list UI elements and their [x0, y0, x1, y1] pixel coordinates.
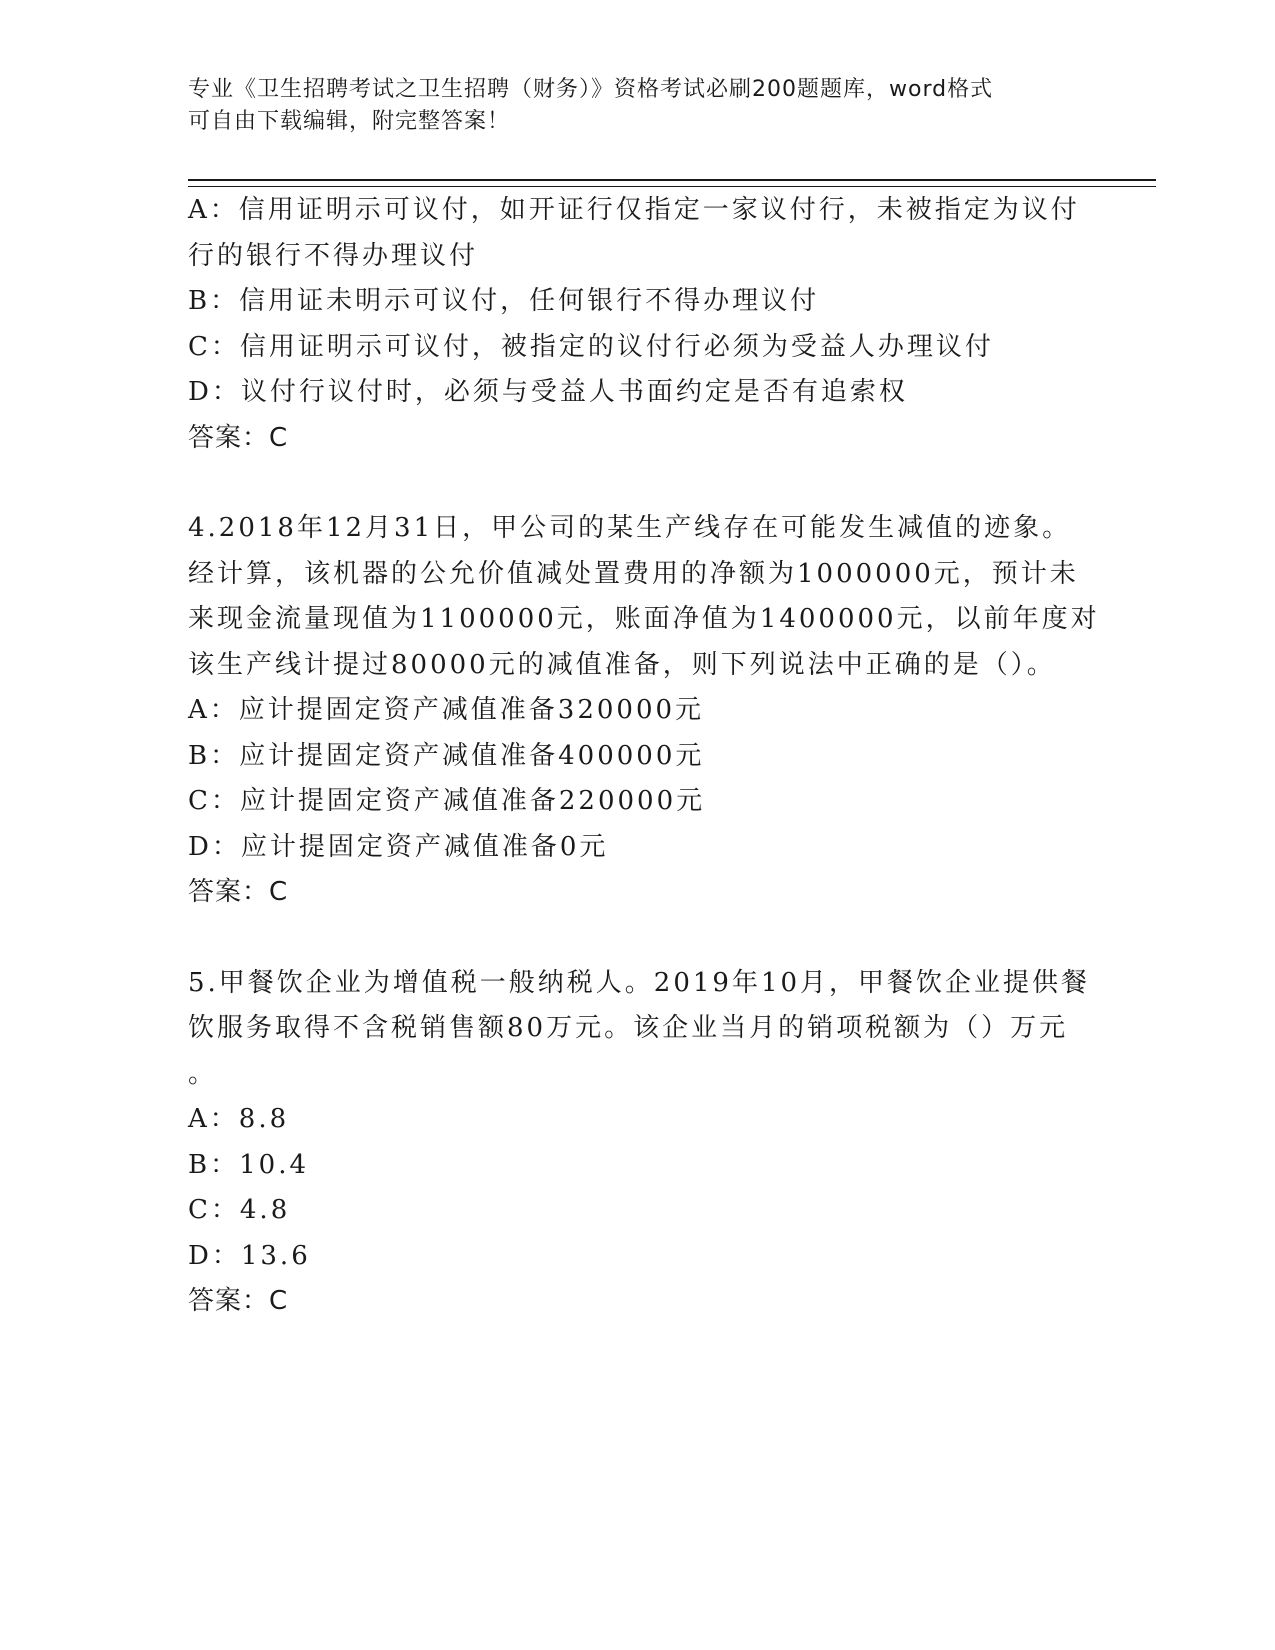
- question-stem-line: 来现金流量现值为1100000元，账面净值为1400000元，以前年度对: [188, 604, 1100, 634]
- question-5: [188, 961, 1091, 1325]
- spacer: [188, 461, 1088, 506]
- header-line: 可自由下载编辑，附完整答案！: [188, 109, 511, 134]
- question-stem-line: 饮服务取得不含税销售额80万元。该企业当月的销项税额为（）万元: [188, 1013, 1069, 1043]
- document-body: [188, 188, 1100, 1325]
- option-c: C：信用证明示可议付，被指定的议付行必须为受益人办理议付: [188, 331, 994, 362]
- header-line: 专业《卫生招聘考试之卫生招聘（财务）》资格考试必刷200题题库，word格式: [188, 77, 994, 102]
- option-a: A：应计提固定资产减值准备320000元: [188, 695, 705, 725]
- question-stem-line: 。: [188, 1058, 218, 1089]
- option-b: B：信用证未明示可议付，任何银行不得办理议付: [188, 286, 820, 316]
- option-b: B：应计提固定资产减值准备400000元: [188, 740, 705, 771]
- spacer: [188, 916, 1088, 961]
- question-stem-line: 4.2018年12月31日，甲公司的某生产线存在可能发生减值的迹象。: [188, 513, 1072, 543]
- option-a: A：信用证明示可议付，如开证行仅指定一家议付行，未被指定为议付: [188, 195, 1080, 225]
- option-a: A：8.8: [188, 1104, 290, 1134]
- option-d: D：议付行议付时，必须与受益人书面约定是否有追索权: [188, 377, 908, 407]
- answer: 答案：C: [188, 877, 289, 907]
- option-a-continued: 行的银行不得办理议付: [188, 240, 479, 271]
- option-c: C：4.8: [188, 1195, 291, 1225]
- question-4: [188, 506, 1100, 916]
- question-stem-line: 5.甲餐饮企业为增值税一般纳税人。2019年10月，甲餐饮企业提供餐: [188, 967, 1091, 998]
- question-3: [188, 188, 1088, 461]
- header-divider: [188, 179, 1156, 187]
- option-c: C：应计提固定资产减值准备220000元: [188, 786, 706, 816]
- option-d: D：13.6: [188, 1240, 311, 1271]
- option-b: B：10.4: [188, 1149, 309, 1180]
- option-d: D：应计提固定资产减值准备0元: [188, 831, 609, 862]
- answer: 答案：C: [188, 422, 289, 453]
- question-stem-line: 该生产线计提过80000元的减值准备，则下列说法中正确的是（）。: [188, 649, 1056, 680]
- answer: 答案：C: [188, 1286, 289, 1316]
- page-header: [188, 74, 1088, 138]
- question-stem-line: 经计算，该机器的公允价值减处置费用的净额为1000000元，预计未: [188, 558, 1079, 589]
